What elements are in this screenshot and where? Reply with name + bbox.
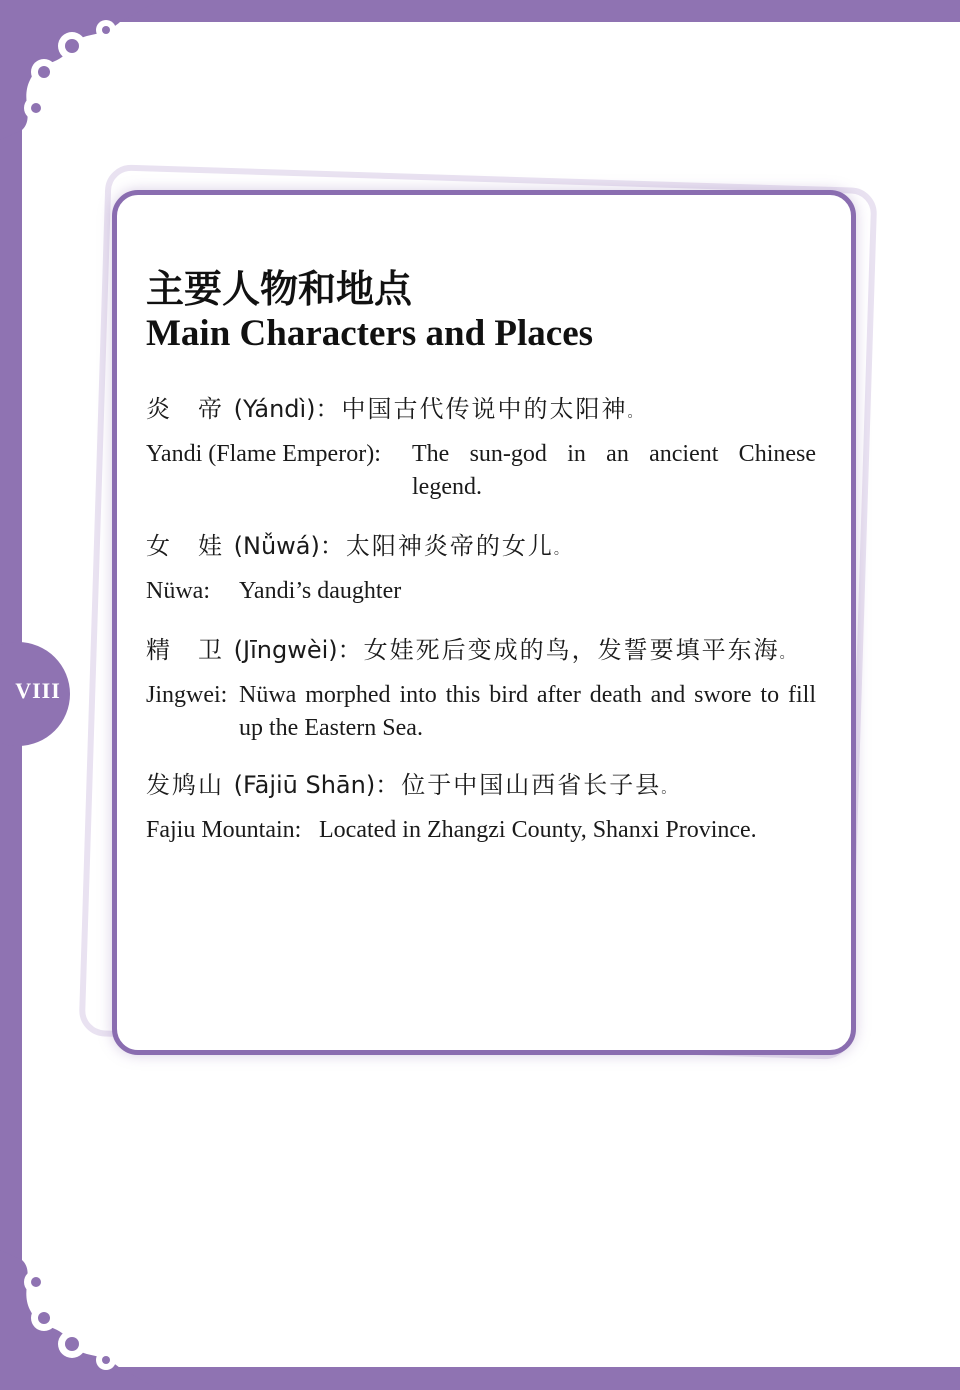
character-entry bbox=[146, 392, 816, 504]
entry-english-description: Located in Zhangzi County, Shanxi Province. bbox=[319, 817, 757, 843]
entry-chinese-name: 女 娃 bbox=[146, 532, 224, 560]
entry-chinese-description: ：位于中国山西省长子县 bbox=[375, 771, 662, 799]
entry-chinese-name: 炎 帝 bbox=[146, 395, 224, 423]
entry-chinese-name: 精 卫 bbox=[146, 636, 224, 664]
entry-chinese-period: 。 bbox=[553, 542, 570, 558]
page-number: VIII bbox=[15, 678, 61, 703]
entry-chinese-period: 。 bbox=[627, 405, 644, 421]
entry-pinyin: (Nǚwá) bbox=[233, 532, 320, 560]
entry-english-label: Nüwa: bbox=[146, 578, 210, 604]
entry-chinese-description: ：中国古代传说中的太阳神 bbox=[315, 395, 628, 423]
entry-chinese-line bbox=[146, 768, 816, 806]
entry-english-label: Jingwei: bbox=[146, 682, 228, 708]
entry-chinese-period: 。 bbox=[661, 781, 678, 797]
entry-chinese-line bbox=[146, 529, 816, 567]
entry-english-label: Fajiu Mountain: bbox=[146, 817, 302, 843]
entry-pinyin: (Jīngwèi) bbox=[233, 636, 338, 664]
entry-chinese-period: 。 bbox=[779, 646, 796, 662]
page-title-chinese: 主要人物和地点 bbox=[146, 266, 413, 311]
page-title-english: Main Characters and Places bbox=[146, 313, 594, 354]
entry-english-line bbox=[146, 575, 816, 608]
entry-english-line bbox=[146, 438, 816, 504]
entry-english-label: Yandi (Flame Emperor): bbox=[146, 441, 381, 467]
character-entry bbox=[146, 529, 816, 608]
entry-english-description: Nüwa morphed into this bird after death and swore to fill up the Eastern Sea. bbox=[239, 682, 816, 741]
entry-english-description: The sun-god in an ancient Chinese legend. bbox=[412, 441, 816, 500]
entry-chinese-line bbox=[146, 633, 816, 671]
place-entry bbox=[146, 768, 816, 847]
entry-pinyin: (Yándì) bbox=[233, 395, 316, 423]
entry-chinese-description: ：太阳神炎帝的女儿 bbox=[319, 532, 554, 560]
entry-english-line bbox=[146, 679, 816, 745]
entry-chinese-description: ：女娃死后变成的鸟，发誓要填平东海 bbox=[337, 636, 780, 664]
entry-chinese-name: 发鸠山 bbox=[146, 771, 224, 799]
entry-english-description: Yandi’s daughter bbox=[239, 578, 402, 604]
cloud-ornament-icon bbox=[0, 0, 160, 140]
entry-english-line bbox=[146, 814, 816, 847]
entry-pinyin: (Fājiū Shān) bbox=[233, 771, 376, 799]
entry-chinese-line bbox=[146, 392, 816, 430]
cloud-ornament-icon bbox=[0, 1250, 160, 1390]
character-entry bbox=[146, 633, 816, 745]
